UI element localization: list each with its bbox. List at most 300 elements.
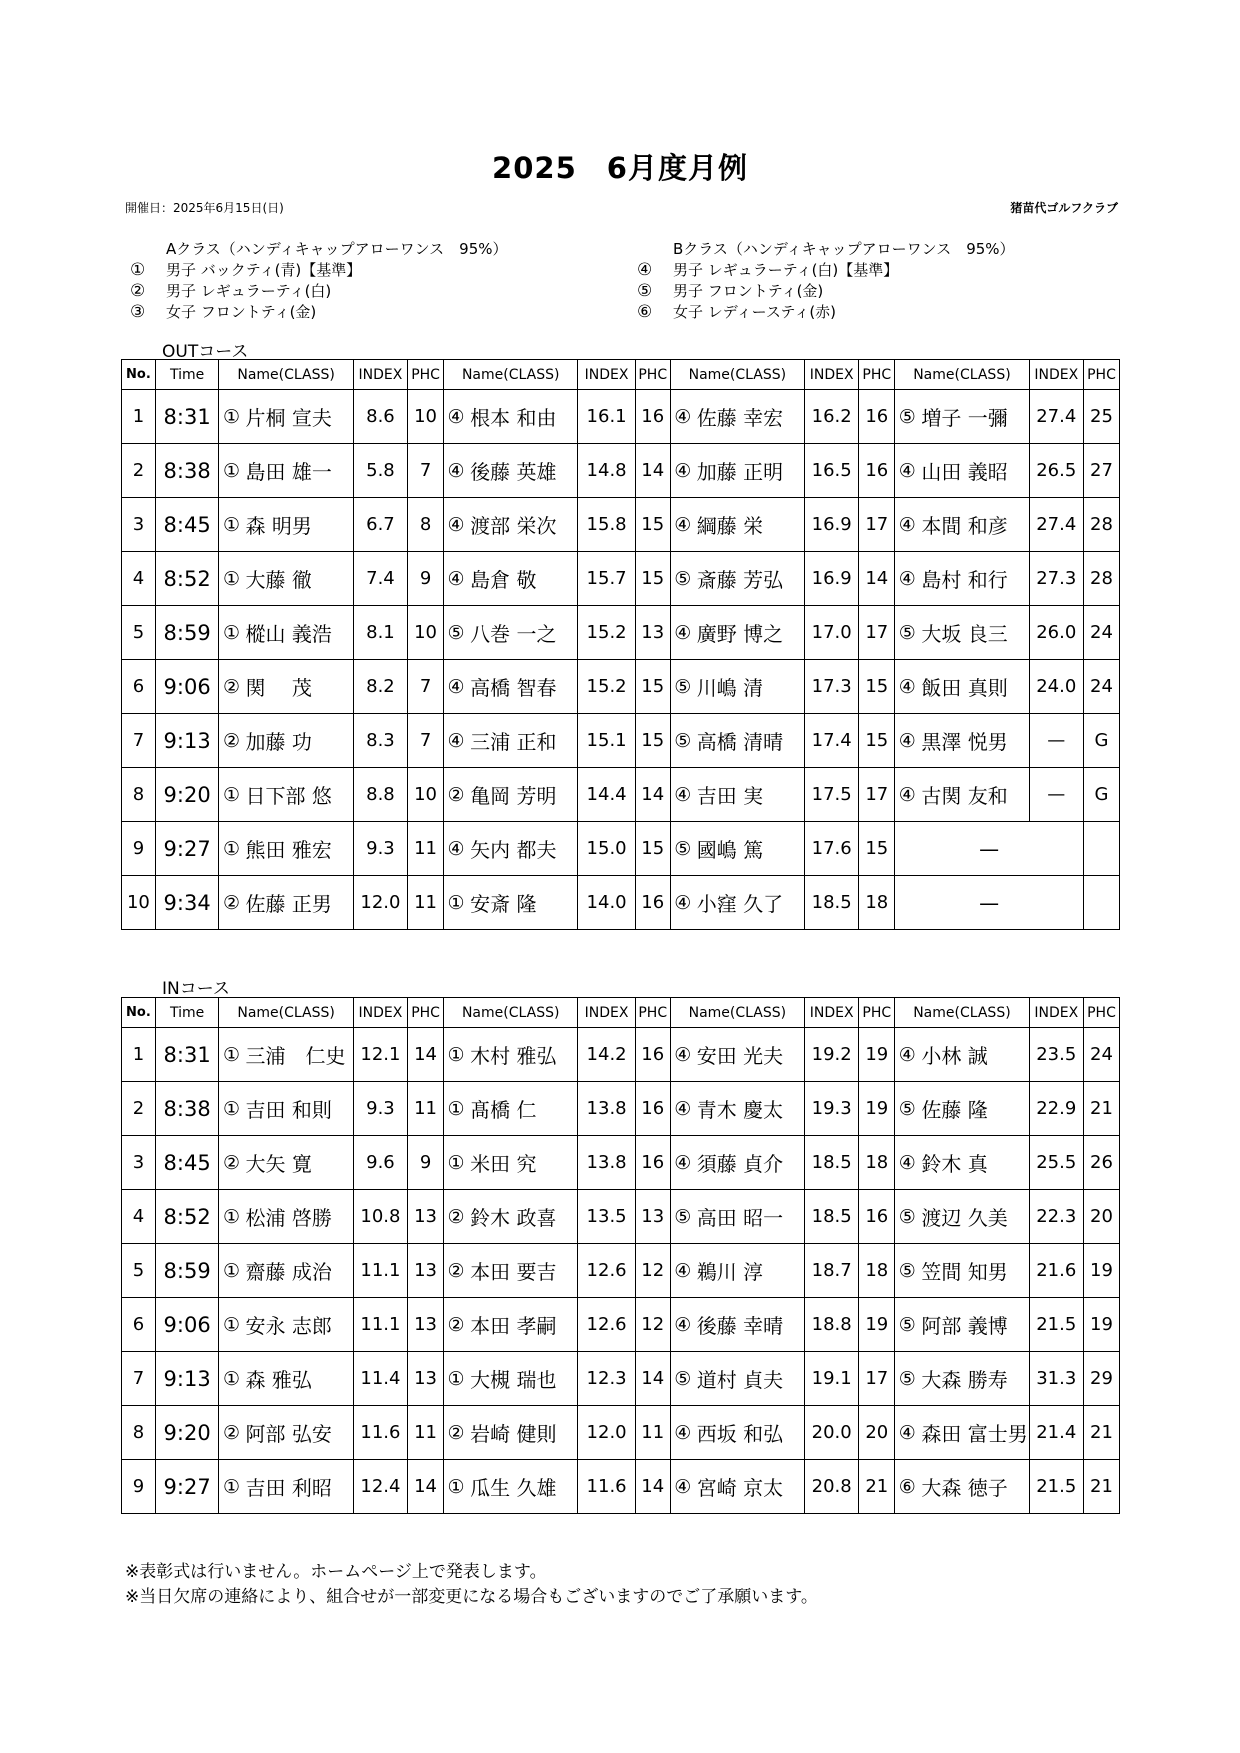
player-name: 本間 和彦 xyxy=(919,498,1029,552)
header-phc: PHC xyxy=(408,360,444,390)
player-phc: 16 xyxy=(859,1190,895,1244)
player-phc: 19 xyxy=(859,1082,895,1136)
player-phc: 28 xyxy=(1083,498,1119,552)
player-phc: 15 xyxy=(859,660,895,714)
player-index: 11.6 xyxy=(353,1406,407,1460)
class-marker: ① xyxy=(444,1028,469,1082)
player-index: 9.6 xyxy=(353,1136,407,1190)
class-marker: ④ xyxy=(895,444,920,498)
table-header-row xyxy=(122,360,1120,390)
table-row xyxy=(122,822,1120,876)
player-phc: 16 xyxy=(859,444,895,498)
player-name: 木村 雅弘 xyxy=(468,1028,578,1082)
player-phc: 29 xyxy=(1083,1352,1119,1406)
class-marker: ④ xyxy=(670,1028,695,1082)
player-phc: 7 xyxy=(408,714,444,768)
header-no: No. xyxy=(122,360,156,390)
class-marker: ⑤ xyxy=(895,1082,920,1136)
player-name: 鵜川 淳 xyxy=(695,1244,805,1298)
player-name: 宮崎 京太 xyxy=(695,1460,805,1514)
player-name: 高橋 清晴 xyxy=(695,714,805,768)
player-name: 森 明男 xyxy=(244,498,354,552)
player-index: 17.6 xyxy=(805,822,859,876)
player-index: 17.0 xyxy=(805,606,859,660)
player-name: 鈴木 政喜 xyxy=(468,1190,578,1244)
player-phc: 19 xyxy=(1083,1298,1119,1352)
player-phc: 24 xyxy=(1083,606,1119,660)
player-name: 國嶋 篤 xyxy=(695,822,805,876)
group-number: 10 xyxy=(122,876,156,930)
player-name: 関 茂 xyxy=(244,660,354,714)
player-name: 安永 志郎 xyxy=(244,1298,354,1352)
player-phc: G xyxy=(1083,768,1119,822)
tee-time: 8:38 xyxy=(155,444,219,498)
group-number: 3 xyxy=(122,498,156,552)
table-header-row xyxy=(122,998,1120,1028)
class-marker: ⑥ xyxy=(895,1460,920,1514)
class-item-text: 男子 フロントティ(金) xyxy=(673,282,824,300)
class-marker: ④ xyxy=(670,1460,695,1514)
player-index: 14.8 xyxy=(578,444,635,498)
class-marker: ④ xyxy=(444,390,469,444)
group-number: 9 xyxy=(122,822,156,876)
player-index: 15.0 xyxy=(578,822,635,876)
player-index: 23.5 xyxy=(1029,1028,1083,1082)
group-number: 5 xyxy=(122,606,156,660)
class-marker: ④ xyxy=(895,1136,920,1190)
player-phc: 13 xyxy=(408,1298,444,1352)
class-marker: ② xyxy=(219,1136,244,1190)
player-name: 大森 徳子 xyxy=(919,1460,1029,1514)
player-phc: 11 xyxy=(408,1082,444,1136)
player-name: 大坂 良三 xyxy=(919,606,1029,660)
header-index: INDEX xyxy=(578,998,635,1028)
class-marker: ⑤ xyxy=(895,1244,920,1298)
player-phc: 13 xyxy=(408,1190,444,1244)
class-item-text: 男子 レギュラーティ(白) xyxy=(166,282,332,300)
class-marker: ④ xyxy=(895,1406,920,1460)
tee-time: 8:31 xyxy=(155,390,219,444)
player-phc: 21 xyxy=(1083,1460,1119,1514)
player-index: 16.2 xyxy=(805,390,859,444)
tee-time: 9:06 xyxy=(155,1298,219,1352)
player-phc: 14 xyxy=(408,1460,444,1514)
class-b-legend xyxy=(637,239,1015,323)
table-row xyxy=(122,768,1120,822)
player-phc: 9 xyxy=(408,552,444,606)
class-marker: ② xyxy=(219,876,244,930)
player-name: 大森 勝寿 xyxy=(919,1352,1029,1406)
player-index: 20.0 xyxy=(805,1406,859,1460)
player-name: 青木 慶太 xyxy=(695,1082,805,1136)
class-marker: ④ xyxy=(670,1082,695,1136)
player-phc: 20 xyxy=(859,1406,895,1460)
header-name: Name(CLASS) xyxy=(444,998,578,1028)
class-marker: ② xyxy=(444,768,469,822)
player-phc: 15 xyxy=(635,660,670,714)
header-index: INDEX xyxy=(1029,360,1083,390)
player-index: 27.3 xyxy=(1029,552,1083,606)
player-name: 廣野 博之 xyxy=(695,606,805,660)
player-index: 12.1 xyxy=(353,1028,407,1082)
class-marker: ④ xyxy=(670,606,695,660)
class-marker: ⑤ xyxy=(670,822,695,876)
player-name: 髙橋 仁 xyxy=(468,1082,578,1136)
player-name: 斎藤 芳弘 xyxy=(695,552,805,606)
player-index: 15.8 xyxy=(578,498,635,552)
class-marker: ⑤ xyxy=(895,1298,920,1352)
player-index: 18.5 xyxy=(805,876,859,930)
player-index: 13.5 xyxy=(578,1190,635,1244)
group-number: 4 xyxy=(122,552,156,606)
player-index: 16.5 xyxy=(805,444,859,498)
class-b-header: Bクラス（ハンディキャップアローワンス 95%） xyxy=(673,240,1015,258)
class-a-header: Aクラス（ハンディキャップアローワンス 95%） xyxy=(166,240,508,258)
class-marker: ④ xyxy=(444,714,469,768)
header-phc: PHC xyxy=(635,360,670,390)
player-phc: G xyxy=(1083,714,1119,768)
player-index: 13.8 xyxy=(578,1136,635,1190)
player-index: 17.5 xyxy=(805,768,859,822)
player-phc: 21 xyxy=(859,1460,895,1514)
header-index: INDEX xyxy=(353,998,407,1028)
player-index: 17.3 xyxy=(805,660,859,714)
player-phc: 15 xyxy=(635,822,670,876)
player-name: 綱藤 栄 xyxy=(695,498,805,552)
tee-time: 8:38 xyxy=(155,1082,219,1136)
player-index: 8.1 xyxy=(353,606,407,660)
player-name: 八巻 一之 xyxy=(468,606,578,660)
class-marker: ⑤ xyxy=(670,552,695,606)
class-a-item xyxy=(130,302,508,323)
player-phc: 27 xyxy=(1083,444,1119,498)
header-index: INDEX xyxy=(353,360,407,390)
player-name: 瓜生 久雄 xyxy=(468,1460,578,1514)
class-marker: ⑤ xyxy=(895,390,920,444)
player-index: 12.3 xyxy=(578,1352,635,1406)
player-index: 24.0 xyxy=(1029,660,1083,714)
class-marker: ⑥ xyxy=(637,302,653,322)
class-marker: ② xyxy=(444,1190,469,1244)
player-name: 笠間 知男 xyxy=(919,1244,1029,1298)
class-marker: ① xyxy=(444,876,469,930)
player-phc: 15 xyxy=(635,498,670,552)
player-name: 亀岡 芳明 xyxy=(468,768,578,822)
tee-time: 9:27 xyxy=(155,1460,219,1514)
class-marker: ④ xyxy=(895,660,920,714)
class-marker: ① xyxy=(444,1136,469,1190)
player-index: 8.6 xyxy=(353,390,407,444)
class-marker: ⑤ xyxy=(670,1352,695,1406)
player-name: 日下部 悠 xyxy=(244,768,354,822)
player-phc: 21 xyxy=(1083,1406,1119,1460)
player-index: 5.8 xyxy=(353,444,407,498)
player-phc: 10 xyxy=(408,390,444,444)
player-index: 9.3 xyxy=(353,1082,407,1136)
group-number: 5 xyxy=(122,1244,156,1298)
player-phc: 21 xyxy=(1083,1082,1119,1136)
class-marker: ① xyxy=(219,498,244,552)
player-index: 12.4 xyxy=(353,1460,407,1514)
player-index: 9.3 xyxy=(353,822,407,876)
player-name: 安斎 隆 xyxy=(468,876,578,930)
group-number: 4 xyxy=(122,1190,156,1244)
player-index: 14.2 xyxy=(578,1028,635,1082)
player-name: 後藤 英雄 xyxy=(468,444,578,498)
class-marker: ③ xyxy=(130,302,146,322)
in-course-table xyxy=(121,997,1120,1514)
class-a-item xyxy=(130,260,508,281)
player-name: 安田 光夫 xyxy=(695,1028,805,1082)
player-index: 10.8 xyxy=(353,1190,407,1244)
player-name: 飯田 真則 xyxy=(919,660,1029,714)
player-name: 本田 孝嗣 xyxy=(468,1298,578,1352)
player-index: 27.4 xyxy=(1029,390,1083,444)
player-phc: 17 xyxy=(859,768,895,822)
out-course-label: OUTコース xyxy=(162,342,249,362)
player-name: 加藤 功 xyxy=(244,714,354,768)
player-name: 米田 究 xyxy=(468,1136,578,1190)
player-index: 18.5 xyxy=(805,1190,859,1244)
player-phc: 14 xyxy=(408,1028,444,1082)
player-name: 根本 和由 xyxy=(468,390,578,444)
class-marker: ① xyxy=(219,1244,244,1298)
player-index: 11.1 xyxy=(353,1298,407,1352)
player-index: 20.8 xyxy=(805,1460,859,1514)
header-name: Name(CLASS) xyxy=(219,360,353,390)
class-marker: ① xyxy=(219,822,244,876)
class-marker: ① xyxy=(130,260,146,280)
player-index: 15.7 xyxy=(578,552,635,606)
player-name: 川嶋 清 xyxy=(695,660,805,714)
player-phc: 16 xyxy=(635,1082,670,1136)
class-marker: ④ xyxy=(670,1298,695,1352)
class-marker: ① xyxy=(219,1190,244,1244)
player-phc: 11 xyxy=(635,1406,670,1460)
player-phc: 16 xyxy=(635,1028,670,1082)
class-marker: ④ xyxy=(895,714,920,768)
class-marker: ④ xyxy=(637,260,653,280)
tee-time: 8:31 xyxy=(155,1028,219,1082)
player-phc: 18 xyxy=(859,1136,895,1190)
player-index: 12.6 xyxy=(578,1244,635,1298)
class-marker: ① xyxy=(444,1082,469,1136)
class-marker: ④ xyxy=(895,1028,920,1082)
class-marker: ① xyxy=(219,606,244,660)
class-marker: ① xyxy=(219,1028,244,1082)
player-phc: 24 xyxy=(1083,660,1119,714)
class-marker: ④ xyxy=(670,876,695,930)
player-name: 三浦 仁史 xyxy=(244,1028,354,1082)
header-phc: PHC xyxy=(1083,998,1119,1028)
group-number: 2 xyxy=(122,1082,156,1136)
player-phc: 18 xyxy=(859,876,895,930)
player-index: 16.9 xyxy=(805,498,859,552)
table-row xyxy=(122,498,1120,552)
player-index: 21.6 xyxy=(1029,1244,1083,1298)
player-name: 佐藤 正男 xyxy=(244,876,354,930)
player-name: 島田 雄一 xyxy=(244,444,354,498)
player-phc: 14 xyxy=(635,1460,670,1514)
class-marker: ④ xyxy=(895,498,920,552)
player-name: 熊田 雅宏 xyxy=(244,822,354,876)
player-name: 増子 一彌 xyxy=(919,390,1029,444)
header-phc: PHC xyxy=(1083,360,1119,390)
class-marker: ① xyxy=(444,1352,469,1406)
player-phc: 11 xyxy=(408,1406,444,1460)
player-index: 14.4 xyxy=(578,768,635,822)
group-number: 8 xyxy=(122,768,156,822)
player-phc: 19 xyxy=(1083,1244,1119,1298)
player-index: — xyxy=(1029,768,1083,822)
tee-time: 8:52 xyxy=(155,552,219,606)
class-marker: ④ xyxy=(670,1136,695,1190)
class-marker: ④ xyxy=(444,498,469,552)
table-row xyxy=(122,1136,1120,1190)
player-index: 18.5 xyxy=(805,1136,859,1190)
player-phc: 14 xyxy=(635,768,670,822)
player-name: 小窪 久了 xyxy=(695,876,805,930)
class-marker: ① xyxy=(219,1298,244,1352)
player-index: 18.7 xyxy=(805,1244,859,1298)
player-index: 11.4 xyxy=(353,1352,407,1406)
player-name: 森 雅弘 xyxy=(244,1352,354,1406)
player-name: 阿部 弘安 xyxy=(244,1406,354,1460)
player-phc: 8 xyxy=(408,498,444,552)
player-phc: 15 xyxy=(635,552,670,606)
player-index: 15.2 xyxy=(578,606,635,660)
table-row xyxy=(122,1244,1120,1298)
player-name: 道村 貞夫 xyxy=(695,1352,805,1406)
class-marker: ④ xyxy=(895,768,920,822)
player-name: 鈴木 真 xyxy=(919,1136,1029,1190)
player-phc: 19 xyxy=(859,1028,895,1082)
table-row xyxy=(122,390,1120,444)
event-date: 開催日：2025年6月15日(日) xyxy=(125,201,284,215)
player-index: 21.4 xyxy=(1029,1406,1083,1460)
class-marker: ④ xyxy=(444,822,469,876)
header-index: INDEX xyxy=(1029,998,1083,1028)
player-name: 古関 友和 xyxy=(919,768,1029,822)
player-phc: 7 xyxy=(408,444,444,498)
out-course-table xyxy=(121,359,1120,930)
tee-time: 9:06 xyxy=(155,660,219,714)
header-name: Name(CLASS) xyxy=(444,360,578,390)
player-name: 本田 要吉 xyxy=(468,1244,578,1298)
class-marker: ① xyxy=(219,1460,244,1514)
class-marker: ④ xyxy=(670,498,695,552)
class-a-item xyxy=(130,281,508,302)
player-index: 19.1 xyxy=(805,1352,859,1406)
class-marker: ④ xyxy=(670,444,695,498)
player-name: 三浦 正和 xyxy=(468,714,578,768)
player-phc: 13 xyxy=(635,606,670,660)
player-index: 17.4 xyxy=(805,714,859,768)
tee-time: 9:20 xyxy=(155,1406,219,1460)
tee-time: 9:34 xyxy=(155,876,219,930)
tee-time: 9:13 xyxy=(155,1352,219,1406)
player-phc: 26 xyxy=(1083,1136,1119,1190)
tee-time: 9:13 xyxy=(155,714,219,768)
tee-time: 8:59 xyxy=(155,1244,219,1298)
class-marker: ② xyxy=(219,714,244,768)
class-a-legend xyxy=(130,239,508,323)
class-marker: ④ xyxy=(895,552,920,606)
player-phc: 17 xyxy=(859,1352,895,1406)
class-b-item xyxy=(637,281,1015,302)
group-number: 9 xyxy=(122,1460,156,1514)
class-marker: ⑤ xyxy=(895,1352,920,1406)
table-row xyxy=(122,444,1120,498)
player-phc: 14 xyxy=(859,552,895,606)
player-index: 19.2 xyxy=(805,1028,859,1082)
player-name: 大矢 寛 xyxy=(244,1136,354,1190)
player-index: 14.0 xyxy=(578,876,635,930)
player-index: 12.6 xyxy=(578,1298,635,1352)
table-row xyxy=(122,1082,1120,1136)
tee-time: 8:52 xyxy=(155,1190,219,1244)
header-index: INDEX xyxy=(805,998,859,1028)
player-index: 21.5 xyxy=(1029,1460,1083,1514)
table-row xyxy=(122,1190,1120,1244)
table-row xyxy=(122,1028,1120,1082)
player-phc: 14 xyxy=(635,1352,670,1406)
class-marker: ① xyxy=(444,1460,469,1514)
player-name: 森田 富士男 xyxy=(919,1406,1029,1460)
header-time: Time xyxy=(155,360,219,390)
table-row xyxy=(122,606,1120,660)
tee-time: 8:59 xyxy=(155,606,219,660)
player-name: 高橋 智春 xyxy=(468,660,578,714)
player-index: 15.2 xyxy=(578,660,635,714)
player-index: 12.0 xyxy=(578,1406,635,1460)
class-marker: ⑤ xyxy=(670,660,695,714)
group-number: 1 xyxy=(122,390,156,444)
player-phc: 7 xyxy=(408,660,444,714)
class-marker: ② xyxy=(444,1298,469,1352)
player-phc: 13 xyxy=(408,1244,444,1298)
class-marker: ④ xyxy=(670,768,695,822)
player-name: 佐藤 隆 xyxy=(919,1082,1029,1136)
player-name: 大藤 徹 xyxy=(244,552,354,606)
player-index: 11.6 xyxy=(578,1460,635,1514)
player-index: — xyxy=(1029,714,1083,768)
player-name: 島村 和行 xyxy=(919,552,1029,606)
class-marker: ④ xyxy=(444,552,469,606)
class-item-text: 女子 レディースティ(赤) xyxy=(673,303,837,321)
class-marker: ⑤ xyxy=(895,1190,920,1244)
player-index: 21.5 xyxy=(1029,1298,1083,1352)
player-phc: 12 xyxy=(635,1298,670,1352)
page-title: 2025 6月度月例 xyxy=(492,151,748,185)
player-index: 8.3 xyxy=(353,714,407,768)
empty-slot: — xyxy=(895,822,1084,876)
header-name: Name(CLASS) xyxy=(670,360,804,390)
header-name: Name(CLASS) xyxy=(895,360,1029,390)
tee-time: 8:45 xyxy=(155,1136,219,1190)
player-phc: 16 xyxy=(635,1136,670,1190)
player-name: 佐藤 幸宏 xyxy=(695,390,805,444)
class-marker: ① xyxy=(219,1352,244,1406)
player-phc: 19 xyxy=(859,1298,895,1352)
player-index: 16.9 xyxy=(805,552,859,606)
header-no: No. xyxy=(122,998,156,1028)
player-phc: 15 xyxy=(859,714,895,768)
tee-time: 9:20 xyxy=(155,768,219,822)
group-number: 8 xyxy=(122,1406,156,1460)
player-index: 11.1 xyxy=(353,1244,407,1298)
class-marker: ① xyxy=(219,444,244,498)
